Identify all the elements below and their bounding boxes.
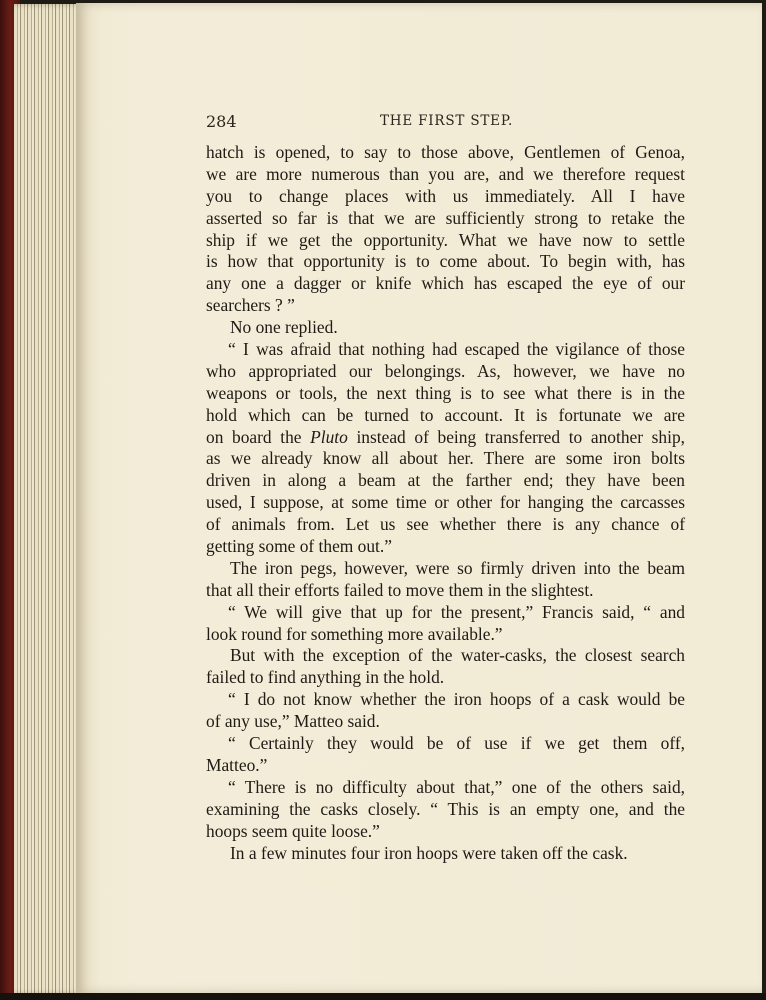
text-line: driven in along a beam at the farther end; they have been <box>206 470 685 491</box>
ship-name: Pluto <box>310 426 348 447</box>
text-line: as we already know all about her. There are some iron bolts <box>206 448 685 469</box>
text-line: ship if we get the opportunity. What we have now to settle <box>206 229 685 250</box>
text-line: No one replied. <box>230 317 338 338</box>
page-header <box>206 112 686 134</box>
text-line: getting some of them out.” <box>206 536 392 557</box>
text-body <box>206 142 685 864</box>
text-line: searchers ? ” <box>206 295 295 316</box>
text-line: asserted so far is that we are sufficiently strong to retake the <box>206 207 685 228</box>
text-line: examining the casks closely. “ This is an empty one, and the <box>206 798 685 819</box>
text-line: hatch is opened, to say to those above, Gentlemen of Genoa, <box>206 142 685 162</box>
text-line: hoops seem quite loose.” <box>206 820 380 841</box>
text-line: Matteo.” <box>206 754 268 775</box>
text-line: “ We will give that up for the present,” Francis said, “ and <box>228 601 685 622</box>
page-number: 284 <box>206 112 237 131</box>
page-edges <box>14 4 84 994</box>
text-line: “ I was afraid that nothing had escaped the vigilance of those <box>228 339 685 360</box>
text-line: The iron pegs, however, were so firmly driven into the beam <box>230 557 685 578</box>
text-line: that all their efforts failed to move them in the slightest. <box>206 579 594 600</box>
text-line: In a few minutes four iron hoops were taken off the cask. <box>230 842 628 863</box>
text-line: But with the exception of the water-casks, the closest search <box>230 645 685 666</box>
text-line: “ I do not know whether the iron hoops of a cask would be <box>228 689 685 710</box>
text-line: failed to find anything in the hold. <box>206 667 445 688</box>
text-line: any one a dagger or knife which has escaped the eye of our <box>206 273 685 294</box>
text-line: look round for something more available.” <box>206 623 503 644</box>
text-line: we are more numerous than you are, and we therefore request <box>206 163 685 184</box>
text-line: “ Certainly they would be of use if we get them off, <box>228 733 685 754</box>
text-line: of any use,” Matteo said. <box>206 711 380 732</box>
text-line: of animals from. Let us see whether there is any chance of <box>206 514 685 535</box>
text-segment: on board the <box>206 426 311 447</box>
bottom-edge <box>0 993 766 1000</box>
running-head: THE FIRST STEP. <box>380 113 514 129</box>
text-line: hold which can be turned to account. It is fortunate we are <box>206 404 685 425</box>
text-line: you to change places with us immediately. All I have <box>206 185 685 206</box>
text-line: is how that opportunity is to come about. To begin with, has <box>206 251 685 272</box>
text-segment: instead of being transferred to another ship, <box>347 426 686 447</box>
text-line: weapons or tools, the next thing is to see what there is in the <box>206 382 685 403</box>
text-line: who appropriated our belongings. As, however, we have no <box>206 360 685 381</box>
text-line <box>206 427 685 449</box>
text-line: used, I suppose, at some time or other for hanging the carcasses <box>206 492 685 513</box>
text-line: “ There is no difficulty about that,” one of the others said, <box>228 776 685 797</box>
